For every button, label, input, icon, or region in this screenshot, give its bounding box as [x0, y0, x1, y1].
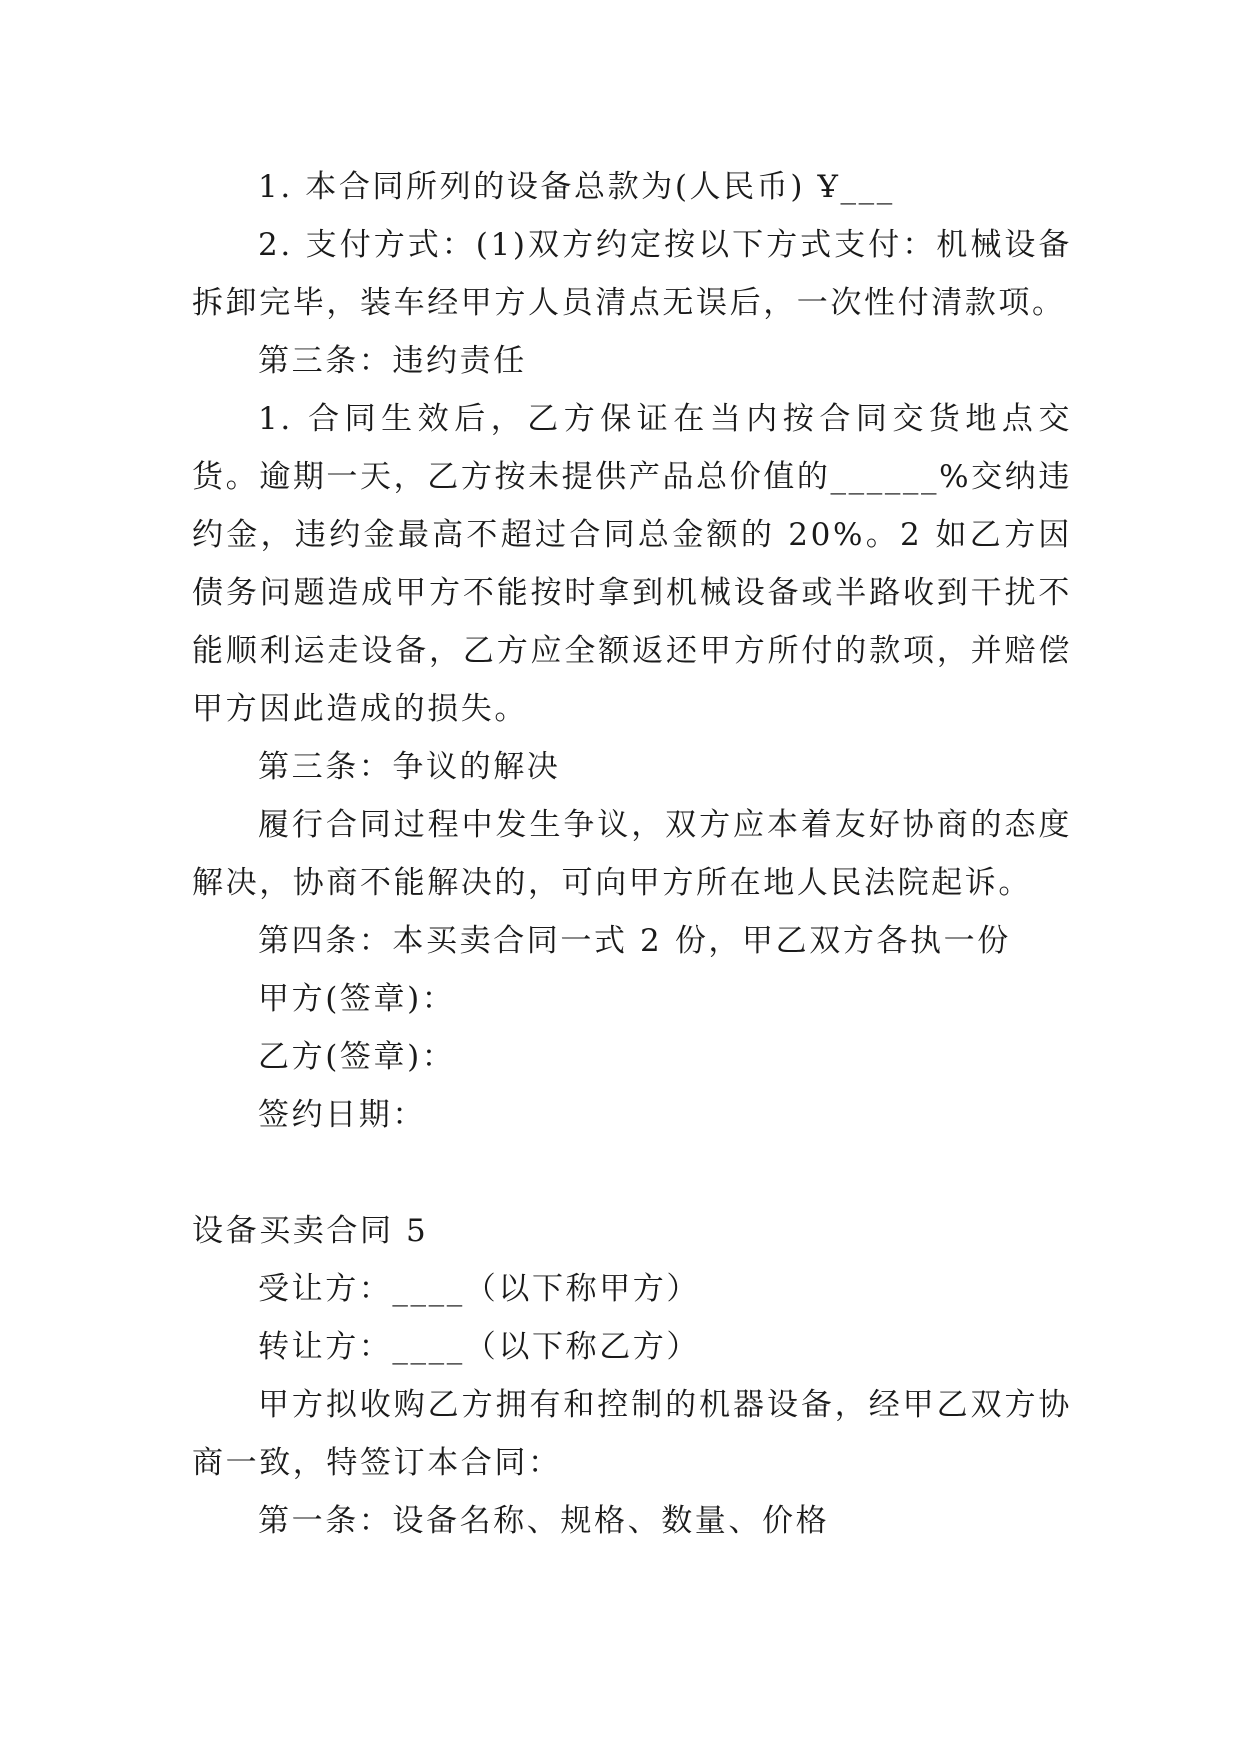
- paragraph-preamble: 甲方拟收购乙方拥有和控制的机器设备，经甲乙双方协商一致，特签订本合同：: [192, 1387, 1072, 1481]
- section-title: 设备买卖合同 5: [192, 1213, 429, 1249]
- signing-date: 签约日期：: [258, 1097, 426, 1133]
- signature-party-b: 乙方(签章)：: [258, 1039, 456, 1075]
- paragraph-payment-method: 2. 支付方式：(1)双方约定按以下方式支付：机械设备拆卸完毕，装车经甲方人员清点无误后，一次性付清款项。: [192, 227, 1072, 321]
- paragraph-total-price: 1. 本合同所列的设备总款为(人民币) Ұ___: [258, 169, 895, 205]
- heading-dispute-resolution: 第三条：争议的解决: [258, 749, 561, 785]
- document-page: [192, 158, 1072, 1550]
- paragraph-breach-terms: 1. 合同生效后，乙方保证在当内按合同交货地点交货。逾期一天，乙方按未提供产品总价值的______%交纳违约金，违约金最高不超过合同总金额的 20%。2 如乙方因债务问题造成甲方不能按时拿到机械设备或半路收到干扰不能顺利运走设备，乙方应全额返还甲方所付的款项，并赔偿甲方因此造成的损失。: [192, 401, 1072, 727]
- paragraph-copies: 第四条：本买卖合同一式 2 份，甲乙双方各执一份: [258, 923, 1011, 959]
- paragraph-dispute-terms: 履行合同过程中发生争议，双方应本着友好协商的态度解决，协商不能解决的，可向甲方所在地人民法院起诉。: [192, 807, 1072, 901]
- heading-article-one: 第一条：设备名称、规格、数量、价格: [258, 1503, 830, 1539]
- paragraph-transferee: 受让方：____（以下称甲方）: [258, 1271, 700, 1307]
- signature-party-a: 甲方(签章)：: [258, 981, 456, 1017]
- heading-breach-liability: 第三条：违约责任: [258, 343, 527, 379]
- paragraph-transferor: 转让方：____（以下称乙方）: [258, 1329, 700, 1365]
- section-spacer: [192, 1144, 1072, 1202]
